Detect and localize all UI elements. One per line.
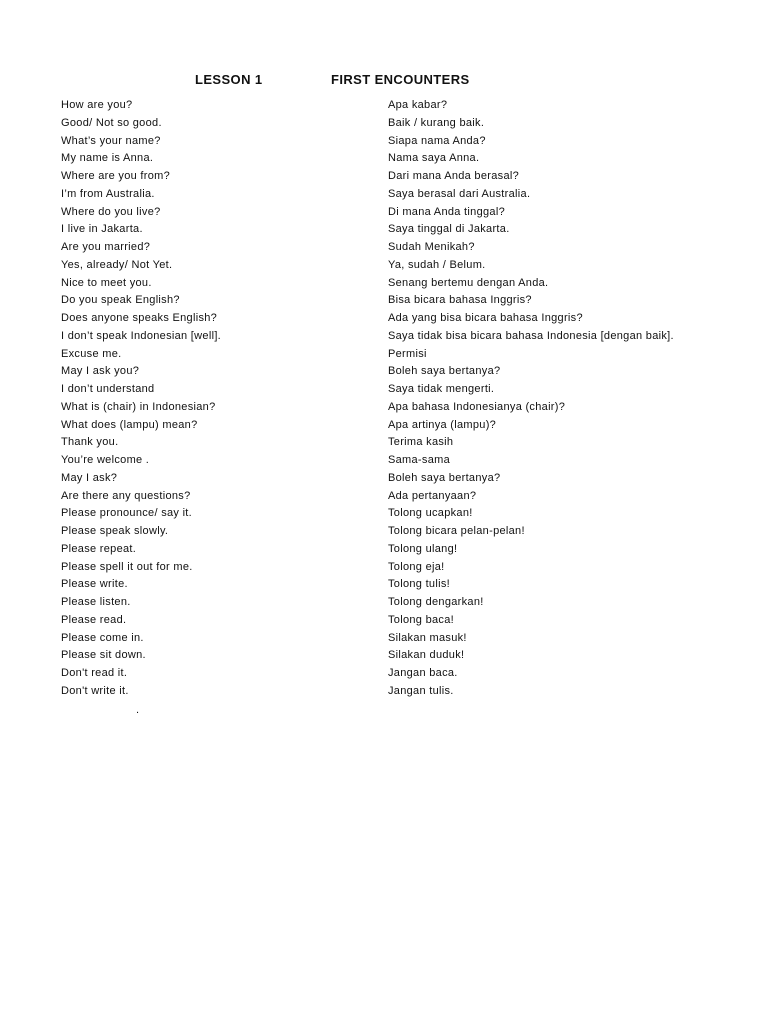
lesson-heading — [0, 72, 768, 90]
english-phrase: Are you married? — [61, 241, 151, 253]
lesson-title: FIRST ENCOUNTERS — [331, 72, 470, 87]
english-phrase: May I ask you? — [61, 365, 140, 378]
phrase-row — [0, 401, 768, 419]
phrase-row — [0, 596, 768, 614]
indonesian-phrase: Tolong bicara pelan-pelan! — [388, 525, 525, 537]
phrase-row — [0, 170, 768, 188]
phrase-row — [0, 667, 768, 685]
indonesian-phrase: Boleh saya bertanya? — [388, 471, 501, 484]
english-phrase: Please read. — [61, 613, 127, 626]
phrase-row — [0, 649, 768, 667]
stray-period: . — [136, 704, 140, 716]
phrase-row — [0, 365, 768, 383]
english-phrase: Please spell it out for me. — [61, 560, 193, 573]
english-phrase: Don't write it. — [61, 684, 129, 697]
phrase-row — [0, 525, 768, 543]
indonesian-phrase: Dari mana Anda berasal? — [388, 170, 520, 182]
phrase-row — [0, 685, 768, 703]
phrase-row — [0, 507, 768, 525]
indonesian-phrase: Ada pertanyaan? — [388, 489, 477, 502]
english-phrase: I’m from Australia. — [61, 187, 155, 200]
phrase-row — [0, 152, 768, 170]
indonesian-phrase: Tolong eja! — [388, 560, 445, 573]
phrase-row — [0, 330, 768, 348]
english-phrase: Where are you from? — [61, 170, 171, 182]
indonesian-phrase: Di mana Anda tinggal? — [388, 205, 505, 218]
indonesian-phrase: Senang bertemu dengan Anda. — [388, 276, 549, 289]
indonesian-phrase: Saya berasal dari Australia. — [388, 187, 531, 200]
english-phrase: Are there any questions? — [61, 489, 191, 502]
phrase-row — [0, 206, 768, 224]
phrase-row — [0, 294, 768, 312]
phrase-row — [0, 277, 768, 295]
phrase-row — [0, 259, 768, 277]
phrase-row — [0, 472, 768, 490]
english-phrase: Don't read it. — [61, 667, 128, 679]
indonesian-phrase: Saya tidak mengerti. — [388, 383, 495, 395]
indonesian-phrase: Siapa nama Anda? — [388, 134, 486, 147]
english-phrase: Please write. — [61, 578, 128, 591]
phrase-row — [0, 578, 768, 596]
english-phrase: Nice to meet you. — [61, 276, 152, 289]
indonesian-phrase: Tolong baca! — [388, 613, 454, 626]
phrase-row — [0, 632, 768, 650]
english-phrase: What is (chair) in Indonesian? — [61, 400, 216, 413]
indonesian-phrase: Tolong ulang! — [388, 542, 458, 555]
english-phrase: Yes, already/ Not Yet. — [61, 258, 173, 271]
indonesian-phrase: Apa kabar? — [388, 99, 448, 111]
phrase-row — [0, 490, 768, 508]
indonesian-phrase: Bisa bicara bahasa Inggris? — [388, 294, 532, 307]
indonesian-phrase: Sama-sama — [388, 454, 450, 466]
indonesian-phrase: Tolong dengarkan! — [388, 596, 484, 608]
english-phrase: What’s your name? — [61, 134, 161, 147]
indonesian-phrase: Saya tinggal di Jakarta. — [388, 223, 510, 236]
english-phrase: Does anyone speaks English? — [61, 312, 218, 324]
phrase-list — [0, 99, 768, 703]
indonesian-phrase: Apa bahasa Indonesianya (chair)? — [388, 400, 566, 413]
phrase-row — [0, 383, 768, 401]
indonesian-phrase: Boleh saya bertanya? — [388, 365, 501, 378]
english-phrase: Good/ Not so good. — [61, 116, 162, 129]
english-phrase: Please sit down. — [61, 649, 146, 662]
indonesian-phrase: Terima kasih — [388, 436, 454, 449]
english-phrase: What does (lampu) mean? — [61, 418, 198, 431]
english-phrase: Where do you live? — [61, 205, 161, 218]
phrase-row — [0, 117, 768, 135]
english-phrase: Please repeat. — [61, 542, 137, 555]
english-phrase: Thank you. — [61, 436, 119, 449]
indonesian-phrase: Tolong ucapkan! — [388, 507, 473, 520]
phrase-row — [0, 312, 768, 330]
indonesian-phrase: Ya, sudah / Belum. — [388, 258, 486, 271]
english-phrase: I don’t speak Indonesian [well]. — [61, 329, 222, 342]
phrase-row — [0, 99, 768, 117]
english-phrase: May I ask? — [61, 471, 118, 484]
indonesian-phrase: Silakan duduk! — [388, 649, 465, 662]
lesson-number: LESSON 1 — [195, 72, 263, 87]
phrase-row — [0, 561, 768, 579]
phrase-row — [0, 241, 768, 259]
indonesian-phrase: Saya tidak bisa bicara bahasa Indonesia [dengan baik]. — [388, 329, 674, 342]
phrase-row — [0, 436, 768, 454]
phrase-row — [0, 348, 768, 366]
phrase-row — [0, 543, 768, 561]
phrase-row — [0, 135, 768, 153]
english-phrase: How are you? — [61, 99, 133, 111]
indonesian-phrase: Sudah Menikah? — [388, 241, 475, 253]
indonesian-phrase: Tolong tulis! — [388, 578, 450, 591]
phrase-row — [0, 454, 768, 472]
indonesian-phrase: Nama saya Anna. — [388, 152, 480, 165]
phrase-row — [0, 223, 768, 241]
english-phrase: Please come in. — [61, 631, 144, 644]
indonesian-phrase: Jangan tulis. — [388, 684, 454, 697]
phrase-row — [0, 419, 768, 437]
indonesian-phrase: Ada yang bisa bicara bahasa Inggris? — [388, 312, 583, 324]
english-phrase: Please speak slowly. — [61, 525, 169, 537]
english-phrase: I live in Jakarta. — [61, 223, 143, 236]
indonesian-phrase: Apa artinya (lampu)? — [388, 418, 497, 431]
indonesian-phrase: Baik / kurang baik. — [388, 116, 485, 129]
english-phrase: Please pronounce/ say it. — [61, 507, 193, 520]
english-phrase: Excuse me. — [61, 347, 122, 360]
phrase-row — [0, 188, 768, 206]
phrase-row — [0, 614, 768, 632]
english-phrase: Please listen. — [61, 596, 131, 608]
indonesian-phrase: Permisi — [388, 347, 427, 360]
indonesian-phrase: Jangan baca. — [388, 667, 458, 679]
english-phrase: I don’t understand — [61, 383, 155, 395]
english-phrase: You’re welcome . — [61, 454, 150, 466]
english-phrase: My name is Anna. — [61, 152, 154, 165]
english-phrase: Do you speak English? — [61, 294, 180, 307]
indonesian-phrase: Silakan masuk! — [388, 631, 467, 644]
